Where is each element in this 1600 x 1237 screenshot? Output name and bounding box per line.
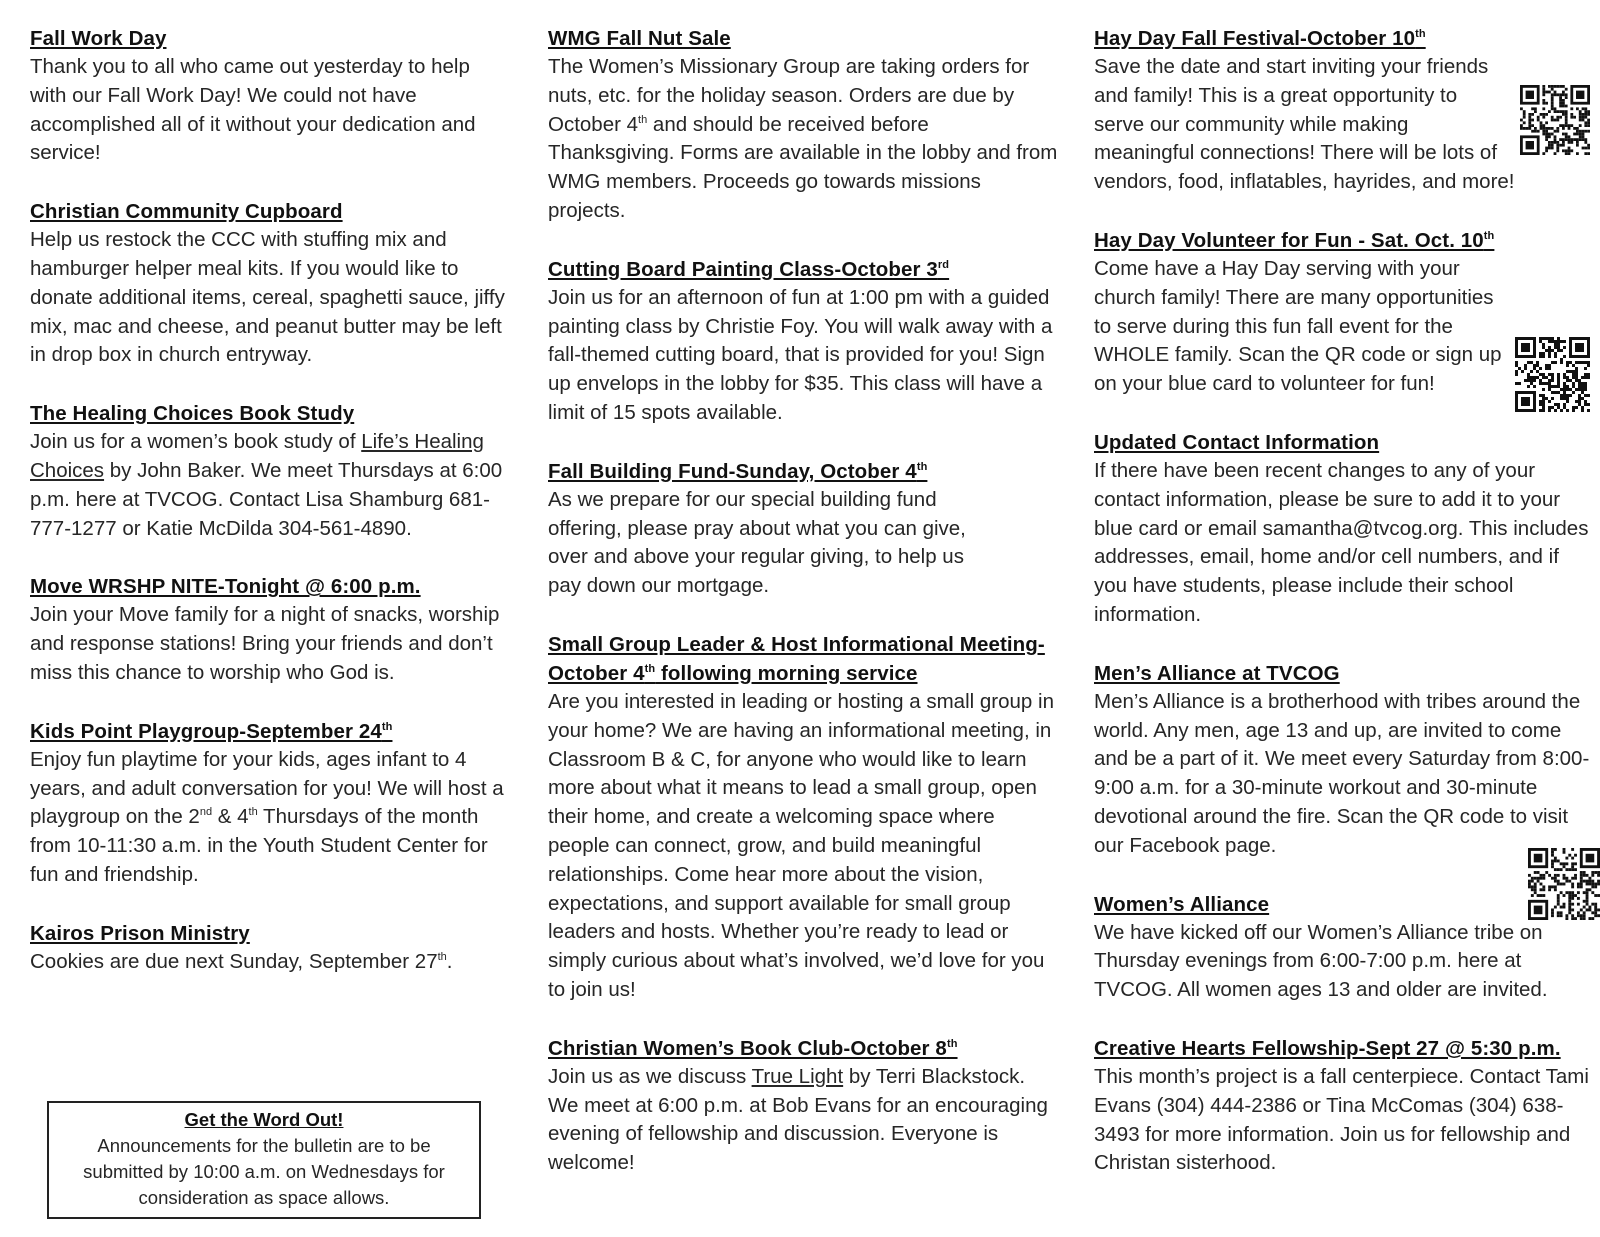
announcement-hay-day-volunteer: [1094, 226, 1594, 399]
announcement-title: [30, 717, 510, 746]
announcement-body: [548, 1063, 1058, 1178]
ordinal-suffix: th: [946, 1037, 958, 1050]
announcement-body: Join us for an afternoon of fun at 1:00 pm with a guided painting class by Christie Foy. You will walk away with a fall-themed cutting board, that is provided for you! Sign up envelops in the lobby for $35. This class will have a limit of 15 spots available.: [548, 285, 1053, 424]
announcement-body: [1094, 53, 1594, 197]
body-text: Cookies are due next Sunday, September 27: [30, 949, 438, 973]
announcement-title: [1094, 226, 1594, 255]
announcement-wmg-nut-sale: [548, 24, 1058, 226]
announcement-body: Thank you to all who came out yesterday to help with our Fall Work Day! We could not have accomplished all of it without your dedication and service!: [30, 55, 476, 165]
ordinal-suffix: rd: [937, 258, 950, 271]
body-text: Come have a Hay Day serving with your church family! There are many opportunities to serve during this fun fall event for the WHOLE family. Scan the QR code or sign up on your blue card to volunteer for fun!: [1094, 256, 1502, 396]
announcement-title: Men’s Alliance at TVCOG: [1094, 661, 1340, 685]
notice-box: [47, 1101, 481, 1219]
ordinal-suffix: th: [644, 663, 656, 676]
announcement-title: Kairos Prison Ministry: [30, 921, 250, 945]
column-right: [1094, 24, 1594, 1207]
body-text: by John Baker. We meet Thursdays at 6:00 p.m. here at TVCOG. Contact Lisa Shamburg 681-777-1277 or Katie McDilda 304-561-4890.: [30, 458, 503, 540]
announcement-womens-book-club: [548, 1034, 1058, 1178]
announcement-body: Are you interested in leading or hosting a small group in your home? We are having an informational meeting, in Classroom B & C, for anyone who would like to learn more about what it means to lead a small group, open their home, and create a welcoming space where people can connect, grow, and build meaningful relationships. Come hear more about the vision, expectations, and support available for small group leaders and hosts. Whether you’re ready to lead or simply curious about what’s involved, we’d love for you to join us!: [548, 689, 1054, 1001]
announcement-body: If there have been recent changes to any of your contact information, please be sure to add it to your blue card or email samantha@tvcog.org. This includes addresses, email, home and/or cell numbers, and if you have students, please include their school information.: [1094, 458, 1589, 626]
announcement-kairos-prison-ministry: [30, 919, 510, 977]
announcement-body: [30, 428, 510, 543]
qr-code-icon[interactable]: [1520, 85, 1590, 155]
body-text: Enjoy fun playtime for your kids, ages infant to 4 years, and adult conversation for you! We will host a playgroup on the 2: [30, 747, 504, 829]
body-text: Join us as we discuss: [548, 1064, 752, 1088]
title-text: Small Group Leader & Host Informational Meeting-October 4: [548, 632, 1045, 685]
ordinal-suffix: th: [248, 806, 258, 819]
announcement-body: [548, 53, 1058, 226]
announcement-title: [548, 630, 1058, 688]
announcement-title: Fall Work Day: [30, 27, 167, 50]
column-left: [30, 24, 510, 1006]
qr-code-icon[interactable]: [1515, 337, 1590, 412]
title-text: Kids Point Playgroup-September 24: [30, 719, 382, 743]
notice-title: Get the Word Out!: [184, 1109, 344, 1130]
notice-body: Announcements for the bulletin are to be submitted by 10:00 a.m. on Wednesdays for consideration as space allows.: [83, 1135, 445, 1208]
announcement-healing-choices: [30, 399, 510, 543]
announcement-body: [1094, 255, 1594, 399]
announcement-move-wrshp-nite: [30, 572, 510, 687]
announcement-title: [1094, 24, 1594, 53]
title-text: following morning service: [655, 661, 918, 685]
ordinal-suffix: th: [916, 460, 928, 473]
announcement-kids-point-playgroup: [30, 717, 510, 890]
announcement-title: Christian Community Cupboard: [30, 200, 343, 224]
column-middle: [548, 24, 1058, 1207]
announcement-title: [548, 1034, 1058, 1063]
announcement-hay-day-festival: [1094, 24, 1594, 197]
announcement-title: Move WRSHP NITE-Tonight @ 6:00 p.m.: [30, 575, 421, 599]
title-text: Fall Building Fund-Sunday, October 4: [548, 459, 917, 483]
ordinal-suffix: nd: [199, 806, 213, 819]
body-text: Save the date and start inviting your friends and family! This is a great opportunity to serve our community while making meaningful connections! There will be lots of vendors, food, inflatables, hayrides, and more!: [1094, 55, 1515, 194]
announcement-body: [30, 948, 510, 977]
body-text: by Terri Blackstock. We meet at 6:00 p.m. at Bob Evans for an encouraging evening of fellowship and discussion. Everyone is welcome!: [548, 1064, 1048, 1175]
announcement-body: As we prepare for our special building fund offering, please pray about what you can give, over and above your regular giving, to help us pay down our mortgage.: [548, 487, 966, 598]
book-title: Life’s Healing Choices: [30, 430, 484, 482]
ordinal-suffix: th: [638, 113, 648, 126]
body-text: .: [446, 949, 453, 973]
body-text: and should be received before Thanksgiving. Forms are available in the lobby and from WMG members. Proceeds go towards missions projects.: [548, 112, 1058, 222]
announcement-mens-alliance: [1094, 659, 1594, 861]
body-text: The Women’s Missionary Group are taking orders for nuts, etc. for the holiday season. Orders are due by October 4: [548, 55, 1030, 136]
title-text: Christian Women’s Book Club-October 8: [548, 1036, 947, 1060]
announcement-small-group-meeting: [548, 630, 1058, 1005]
announcement-title: Updated Contact Information: [1094, 430, 1380, 454]
body-text: Join us for a women’s book study of: [30, 430, 362, 454]
ordinal-suffix: th: [437, 950, 447, 963]
body-text: Thursdays of the month from 10-11:30 a.m. in the Youth Student Center for fun and friendship.: [30, 805, 488, 886]
announcement-womens-alliance: [1094, 890, 1594, 1005]
announcement-christian-community-cupboard: [30, 197, 510, 370]
announcement-title: Creative Hearts Fellowship-Sept 27 @ 5:30 p.m.: [1094, 1036, 1561, 1060]
announcement-body: We have kicked off our Women’s Alliance tribe on Thursday evenings from 6:00-7:00 p.m. here at TVCOG. All women ages 13 and older are invited.: [1094, 920, 1548, 1002]
qr-code-icon[interactable]: [1528, 848, 1600, 925]
announcement-title: The Healing Choices Book Study: [30, 402, 355, 426]
ordinal-suffix: th: [1415, 28, 1426, 41]
announcement-title: [548, 255, 1058, 284]
announcement-body: Join your Move family for a night of snacks, worship and response stations! Bring your friends and don’t miss this chance to worship who God is.: [30, 603, 500, 684]
announcement-body: Men’s Alliance is a brotherhood with tribes around the world. Any men, age 13 and up, are invited to come and be a part of it. We meet every Saturday from 8:00-9:00 a.m. for a 30-minute workout and 30-minute devotional around the fire. Scan the QR code to visit our Facebook page.: [1094, 689, 1590, 857]
announcement-updated-contact-info: [1094, 428, 1594, 630]
ordinal-suffix: th: [381, 720, 393, 733]
book-title: True Light: [751, 1064, 844, 1088]
announcement-creative-hearts: [1094, 1034, 1594, 1178]
title-text: Hay Day Fall Festival-October 10: [1094, 27, 1416, 50]
announcement-body: Help us restock the CCC with stuffing mix and hamburger helper meal kits. If you would like to donate additional items, cereal, spaghetti sauce, jiffy mix, mac and cheese, and peanut butter may be left in drop box in church entryway.: [30, 228, 505, 367]
announcement-body: [30, 746, 510, 890]
body-text: & 4: [212, 805, 249, 829]
ordinal-suffix: th: [1483, 230, 1495, 243]
announcement-cutting-board-class: [548, 255, 1058, 428]
announcement-title: Women’s Alliance: [1094, 892, 1270, 916]
title-text: Hay Day Volunteer for Fun - Sat. Oct. 10: [1094, 228, 1484, 252]
announcement-title: [548, 457, 1058, 486]
announcement-title: WMG Fall Nut Sale: [548, 27, 731, 50]
announcement-fall-work-day: [30, 24, 510, 168]
announcement-body: This month’s project is a fall centerpiece. Contact Tami Evans (304) 444-2386 or Tina McComas (304) 638-3493 for more information. Join us for fellowship and Christan sisterhood.: [1094, 1064, 1589, 1175]
title-text: Cutting Board Painting Class-October 3: [548, 257, 938, 281]
announcement-fall-building-fund: [548, 457, 1058, 601]
